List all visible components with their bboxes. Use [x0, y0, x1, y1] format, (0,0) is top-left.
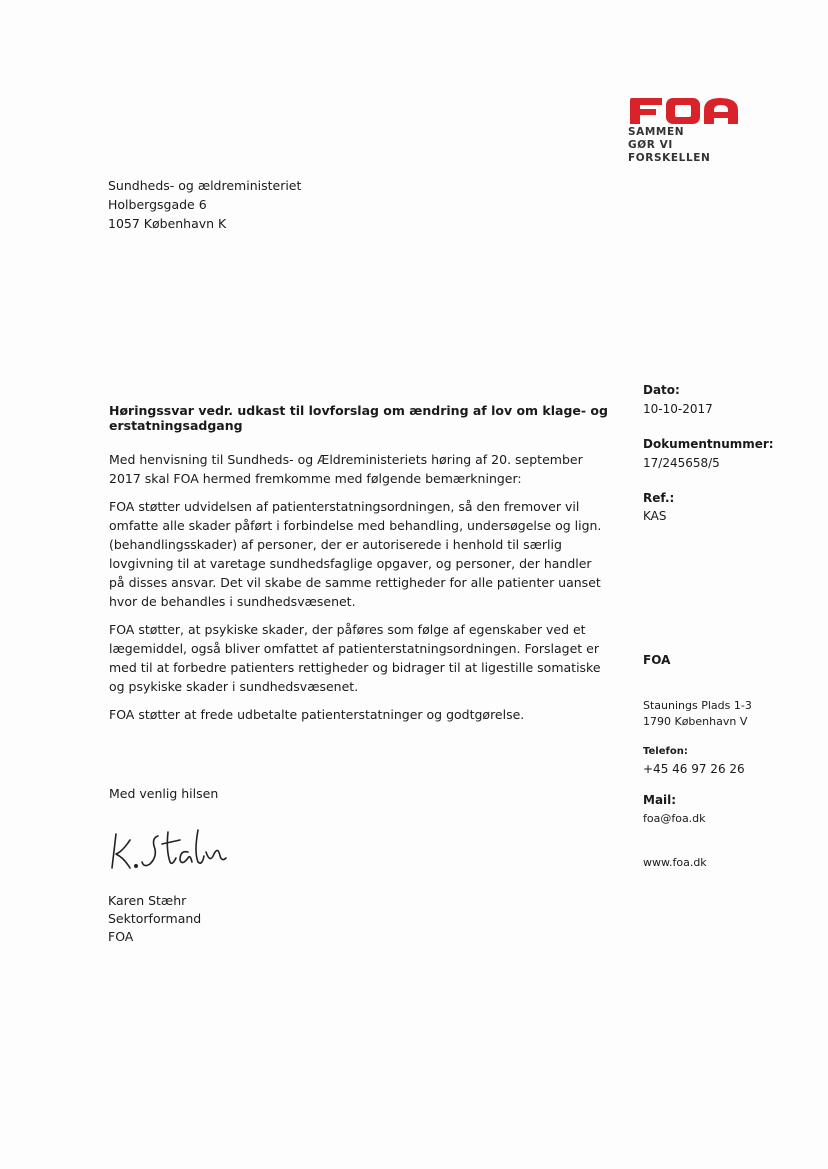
reference-label: Ref.: — [643, 491, 675, 505]
foa-logo — [628, 96, 748, 165]
date-value: 10-10-2017 — [643, 402, 713, 416]
foa-logo-mark — [628, 96, 742, 126]
recipient-line-3: 1057 København K — [108, 216, 227, 231]
logo-tagline-1: SAMMEN — [628, 126, 685, 138]
sender-address-line-1: Staunings Plads 1-3 — [643, 699, 752, 712]
phone-label: Telefon: — [643, 746, 688, 757]
signer-org: FOA — [108, 929, 134, 944]
body-paragraph-3: FOA støtter, at psykiske skader, der påføres som følge af egenskaber ved et lægemiddel, også bliver omfattet af patienterstatningsordningen. Forslaget er med til at forbedre patienters rettigheder og bidrager til at ligestille somatiske og psykiske skader i sundhedsvæsenet. — [109, 622, 601, 694]
recipient-address — [108, 176, 301, 233]
sender-address-line-2: 1790 København V — [643, 715, 748, 728]
mail-label: Mail: — [643, 793, 677, 807]
date-label: Dato: — [643, 383, 680, 397]
reference-block — [643, 490, 674, 525]
body-paragraph-4: FOA støtter at frede udbetalte patienterstatninger og godtgørelse. — [109, 707, 525, 722]
reference-value: KAS — [643, 509, 667, 523]
mail-value: foa@foa.dk — [643, 812, 706, 825]
logo-tagline-2: GØR VI FORSKELLEN — [628, 139, 711, 164]
website: www.foa.dk — [643, 856, 707, 869]
recipient-line-2: Holbergsgade 6 — [108, 197, 207, 212]
document-number-value: 17/245658/5 — [643, 456, 720, 470]
mail-block — [643, 792, 706, 827]
document-number-block — [643, 436, 774, 472]
signer-block — [108, 892, 201, 946]
signer-title: Sektorformand — [108, 911, 202, 926]
signer-name: Karen Stæhr — [108, 893, 187, 908]
sender-address — [643, 698, 752, 730]
body-paragraph-1: Med henvisning til Sundheds- og Ældreministeriets høring af 20. september 2017 skal FOA hermed fremkomme med følgende bemærkninger: — [109, 452, 583, 486]
handwritten-signature — [106, 822, 236, 874]
letter-body — [109, 450, 609, 733]
document-number-label: Dokumentnummer: — [643, 437, 774, 451]
date-block — [643, 382, 713, 418]
letter-subject: Høringssvar vedr. udkast til lovforslag om ændring af lov om klage- og erstatningsadgang — [109, 403, 608, 433]
sender-org: FOA — [643, 653, 671, 667]
body-paragraph-2: FOA støtter udvidelsen af patienterstatningsordningen, så den fremover vil omfatte alle skader påført i forbindelse med behandling, undersøgelse og lign. (behandlingsskader) af personer, der er autoriserede i henhold til særlig lovgivning til at varetage sundhedsfaglige opgaver, og personer, der handler på disses ansvar. Det vil skabe de samme rettigheder for alle patienter uanset hvor de behandles i sundhedsvæsenet. — [109, 499, 602, 609]
closing-greeting: Med venlig hilsen — [109, 786, 219, 801]
phone-block — [643, 745, 745, 778]
phone-value: +45 46 97 26 26 — [643, 762, 745, 776]
recipient-line-1: Sundheds- og ældreministeriet — [108, 178, 302, 193]
